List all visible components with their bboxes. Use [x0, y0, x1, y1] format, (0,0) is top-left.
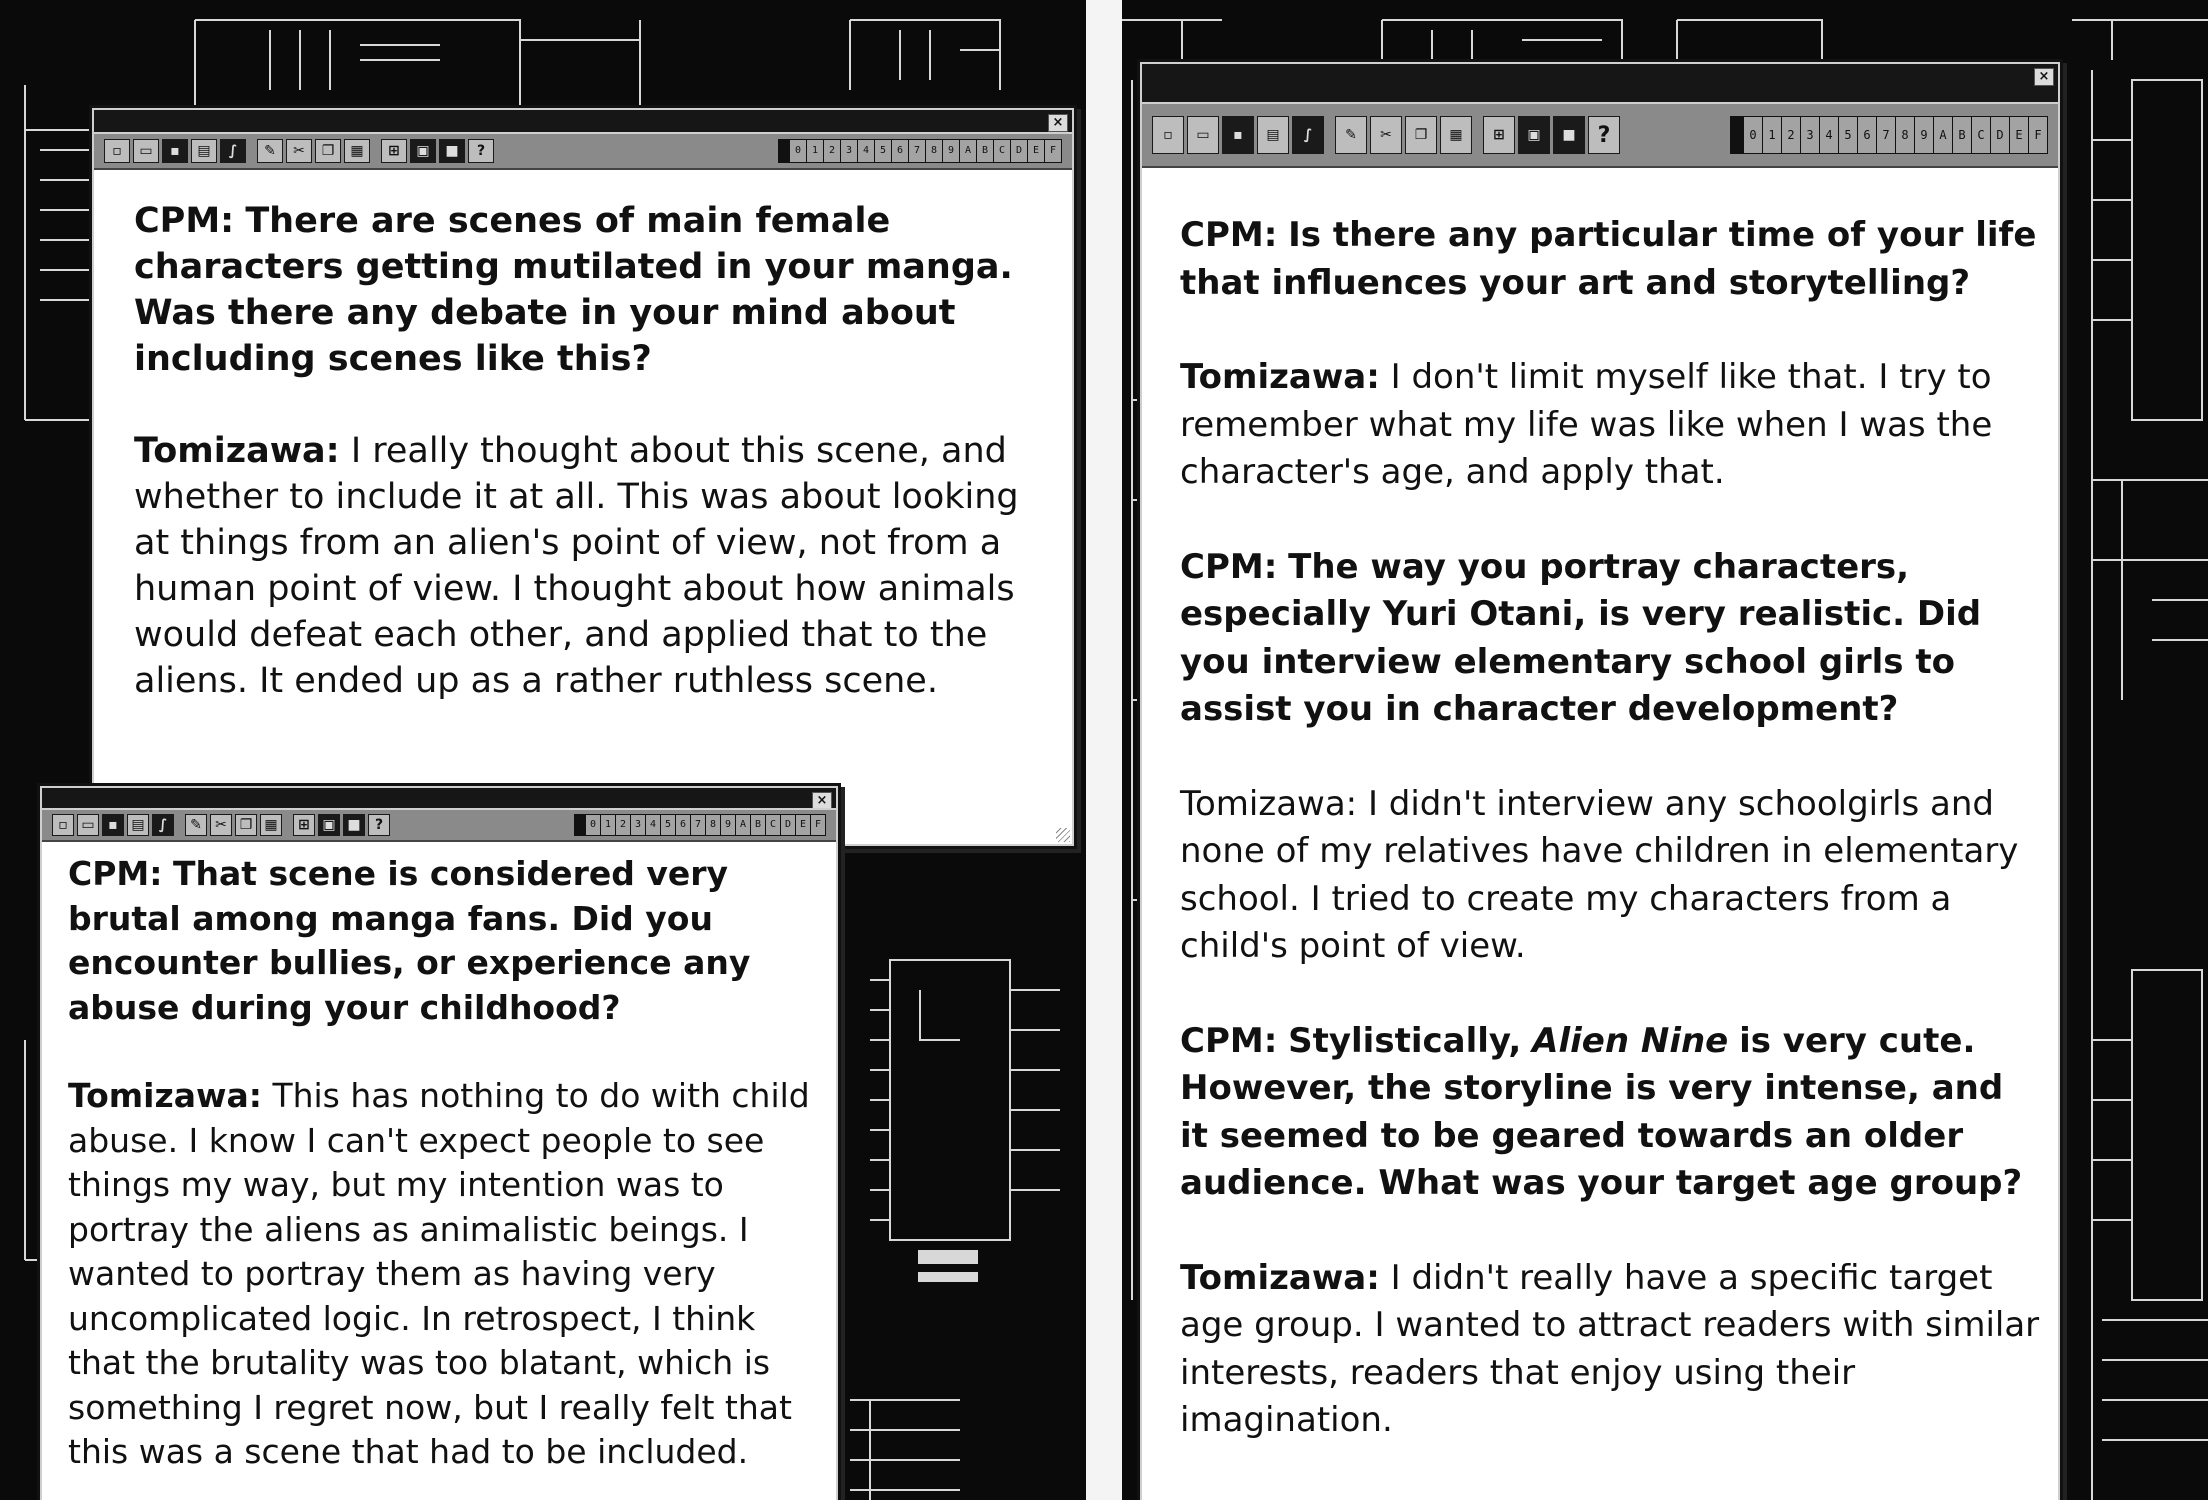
hex-key-e[interactable]: E	[795, 814, 811, 836]
grid-icon[interactable]: ⊞	[381, 139, 407, 163]
image-icon[interactable]: ▣	[410, 139, 436, 163]
hex-key-4[interactable]: 4	[857, 139, 875, 163]
open-icon[interactable]: ▭	[77, 814, 99, 836]
left-page	[0, 0, 1086, 1500]
print-icon[interactable]: ▤	[127, 814, 149, 836]
hex-key-f[interactable]: F	[1044, 139, 1062, 163]
hex-key-a[interactable]: A	[1933, 116, 1953, 154]
hex-key-7[interactable]: 7	[1876, 116, 1896, 154]
answer-speaker: Tomizawa:	[1180, 1257, 1380, 1298]
hex-key-0[interactable]: 0	[789, 139, 807, 163]
copy-icon[interactable]: ❐	[235, 814, 257, 836]
image-icon[interactable]: ▣	[1518, 116, 1550, 154]
hex-key-f[interactable]: F	[810, 814, 826, 836]
question-text-pre: Stylistically,	[1288, 1020, 1522, 1061]
pen-icon[interactable]: ✎	[185, 814, 207, 836]
window-content	[94, 170, 1072, 844]
question-text: There are scenes of main female characters getting mutilated in your manga. Was there any debate in your mind about including scenes like this?	[134, 201, 1013, 379]
answer-text: I didn't really have a specific target age group. I wanted to attract readers with similar interests, readers that enjoy using their imagination.	[1180, 1257, 2040, 1440]
question-text: That scene is considered very brutal among manga fans. Did you encounter bullies, or experience any abuse during your childhood?	[68, 854, 751, 1027]
hex-key-8[interactable]: 8	[1895, 116, 1915, 154]
answer-block-1	[1180, 354, 2042, 497]
answer-block-3	[1180, 1255, 2042, 1445]
toolbar	[1142, 102, 2058, 168]
help-icon[interactable]: ?	[468, 139, 494, 163]
question-speaker: CPM:	[134, 201, 235, 241]
grid-icon[interactable]: ⊞	[293, 814, 315, 836]
answer-speaker: Tomizawa:	[68, 1076, 262, 1115]
hex-key-b[interactable]: B	[976, 139, 994, 163]
question-speaker: CPM:	[68, 854, 163, 893]
question-speaker: CPM:	[1180, 546, 1278, 587]
question-text-post: is very cute. However, the storyline is very intense, and it seemed to be geared towards an older audience. What was your target age group?	[1180, 1020, 2023, 1203]
resize-grip[interactable]	[1056, 828, 1070, 842]
new-icon[interactable]: ▫	[52, 814, 74, 836]
hex-key-2[interactable]: 2	[823, 139, 841, 163]
open-icon[interactable]: ▭	[1187, 116, 1219, 154]
paste-icon[interactable]: ▦	[344, 139, 370, 163]
window-content	[42, 842, 836, 1500]
hex-key-6[interactable]: 6	[891, 139, 909, 163]
hex-key-handle	[1730, 116, 1744, 154]
hex-key-8[interactable]: 8	[705, 814, 721, 836]
tool-buttons	[1152, 116, 1620, 154]
hex-key-b[interactable]: B	[750, 814, 766, 836]
hex-key-0[interactable]: 0	[1743, 116, 1763, 154]
question-block	[134, 198, 1036, 382]
interview-window-3	[1140, 62, 2060, 1500]
help-icon[interactable]: ?	[368, 814, 390, 836]
new-icon[interactable]: ▫	[104, 139, 130, 163]
right-page	[1122, 0, 2208, 1500]
hex-key-e[interactable]: E	[2009, 116, 2029, 154]
print-icon[interactable]: ▤	[1257, 116, 1289, 154]
hex-key-c[interactable]: C	[993, 139, 1011, 163]
question-block-1	[1180, 212, 2042, 307]
answer-block	[134, 428, 1036, 704]
open-icon[interactable]: ▭	[133, 139, 159, 163]
answer-block	[68, 1074, 828, 1475]
close-button[interactable]: ×	[1048, 114, 1068, 132]
hex-key-9[interactable]: 9	[942, 139, 960, 163]
hex-key-c[interactable]: C	[1971, 116, 1991, 154]
hex-key-5[interactable]: 5	[1838, 116, 1858, 154]
hex-keypad	[1731, 116, 2048, 154]
hex-key-2[interactable]: 2	[1781, 116, 1801, 154]
tool-buttons	[104, 139, 494, 163]
hex-key-6[interactable]: 6	[675, 814, 691, 836]
window-title-bar[interactable]	[1142, 64, 2058, 102]
hex-key-1[interactable]: 1	[806, 139, 824, 163]
window-title-bar[interactable]	[94, 110, 1072, 132]
print-icon[interactable]: ▤	[191, 139, 217, 163]
image-icon[interactable]: ▣	[318, 814, 340, 836]
window-content	[1142, 168, 2058, 1500]
grid-icon[interactable]: ⊞	[1483, 116, 1515, 154]
close-button[interactable]: ×	[812, 792, 832, 810]
hex-keypad	[575, 814, 826, 836]
marker-icon[interactable]: ∫	[220, 139, 246, 163]
answer-speaker: Tomizawa:	[1180, 357, 1380, 397]
display-icon[interactable]: ■	[1553, 116, 1585, 154]
hex-key-6[interactable]: 6	[1857, 116, 1877, 154]
hex-key-4[interactable]: 4	[1819, 116, 1839, 154]
hex-keypad	[779, 139, 1062, 163]
hex-key-2[interactable]: 2	[615, 814, 631, 836]
save-icon[interactable]: ▪	[1222, 116, 1254, 154]
cut-icon[interactable]: ✂	[1370, 116, 1402, 154]
answer-text: I really thought about this scene, and whether to include it at all. This was about looking at things from an alien's point of view, not from a human point of view. I thought about how animals would defeat each other, and applied that to the aliens. It ended up as a rather ruthless scene.	[134, 431, 1019, 701]
hex-key-8[interactable]: 8	[925, 139, 943, 163]
hex-key-4[interactable]: 4	[645, 814, 661, 836]
pen-icon[interactable]: ✎	[1335, 116, 1367, 154]
hex-key-9[interactable]: 9	[720, 814, 736, 836]
question-block-3	[1180, 1018, 2042, 1208]
save-icon[interactable]: ▪	[162, 139, 188, 163]
paste-icon[interactable]: ▦	[260, 814, 282, 836]
hex-key-3[interactable]: 3	[1800, 116, 1820, 154]
hex-key-3[interactable]: 3	[840, 139, 858, 163]
cut-icon[interactable]: ✂	[210, 814, 232, 836]
question-text: Is there any particular time of your life that influences your art and storytelling?	[1180, 215, 2037, 303]
new-icon[interactable]: ▫	[1152, 116, 1184, 154]
hex-key-3[interactable]: 3	[630, 814, 646, 836]
question-text: The way you portray characters, especially Yuri Otani, is very realistic. Did you interview elementary school girls to assist you in character development?	[1180, 546, 1982, 729]
answer-text: This has nothing to do with child abuse. I know I can't expect people to see things my way, but my intention was to portray the aliens as animalistic beings. I wanted to portray them as having very uncomplicated logic. In retrospect, I think that the brutality was too blatant, which is something I regret now, but I really felt that this was a scene that had to be included.	[68, 1076, 810, 1471]
toolbar	[94, 132, 1072, 170]
help-icon[interactable]: ?	[1588, 116, 1620, 154]
question-speaker: CPM:	[1180, 1020, 1278, 1061]
display-icon[interactable]: ■	[343, 814, 365, 836]
answer-text: Tomizawa: I didn't interview any schoolgirls and none of my relatives have children in elementary school. I tried to create my characters from a child's point of view.	[1180, 783, 2019, 966]
interview-window-2	[40, 786, 838, 1500]
display-icon[interactable]: ■	[439, 139, 465, 163]
answer-block-2	[1180, 781, 2042, 971]
question-speaker: CPM:	[1180, 215, 1278, 255]
hex-key-1[interactable]: 1	[600, 814, 616, 836]
interview-window-1	[92, 108, 1074, 846]
marker-icon[interactable]: ∫	[1292, 116, 1324, 154]
window-title-bar[interactable]	[42, 788, 836, 808]
hex-key-b[interactable]: B	[1952, 116, 1972, 154]
toolbar	[42, 808, 836, 842]
hex-key-1[interactable]: 1	[1762, 116, 1782, 154]
copy-icon[interactable]: ❐	[315, 139, 341, 163]
hex-key-7[interactable]: 7	[908, 139, 926, 163]
marker-icon[interactable]: ∫	[152, 814, 174, 836]
cut-icon[interactable]: ✂	[286, 139, 312, 163]
hex-key-7[interactable]: 7	[690, 814, 706, 836]
close-button[interactable]: ×	[2034, 68, 2054, 86]
hex-key-d[interactable]: D	[780, 814, 796, 836]
hex-key-c[interactable]: C	[765, 814, 781, 836]
hex-key-a[interactable]: A	[735, 814, 751, 836]
page-gutter	[1086, 0, 1122, 1500]
hex-key-d[interactable]: D	[1990, 116, 2010, 154]
question-block-2	[1180, 544, 2042, 734]
hex-key-e[interactable]: E	[1027, 139, 1045, 163]
copy-icon[interactable]: ❐	[1405, 116, 1437, 154]
hex-key-5[interactable]: 5	[874, 139, 892, 163]
save-icon[interactable]: ▪	[102, 814, 124, 836]
tool-buttons	[52, 814, 390, 836]
hex-key-9[interactable]: 9	[1914, 116, 1934, 154]
question-block	[68, 852, 828, 1030]
answer-text: I don't limit myself like that. I try to remember what my life was like when I was the character's age, and apply that.	[1180, 357, 1993, 492]
hex-key-0[interactable]: 0	[585, 814, 601, 836]
hex-key-d[interactable]: D	[1010, 139, 1028, 163]
manga-title: Alien Nine	[1532, 1020, 1729, 1061]
paste-icon[interactable]: ▦	[1440, 116, 1472, 154]
hex-key-a[interactable]: A	[959, 139, 977, 163]
hex-key-f[interactable]: F	[2028, 116, 2048, 154]
pen-icon[interactable]: ✎	[257, 139, 283, 163]
hex-key-5[interactable]: 5	[660, 814, 676, 836]
answer-speaker: Tomizawa:	[134, 431, 340, 471]
